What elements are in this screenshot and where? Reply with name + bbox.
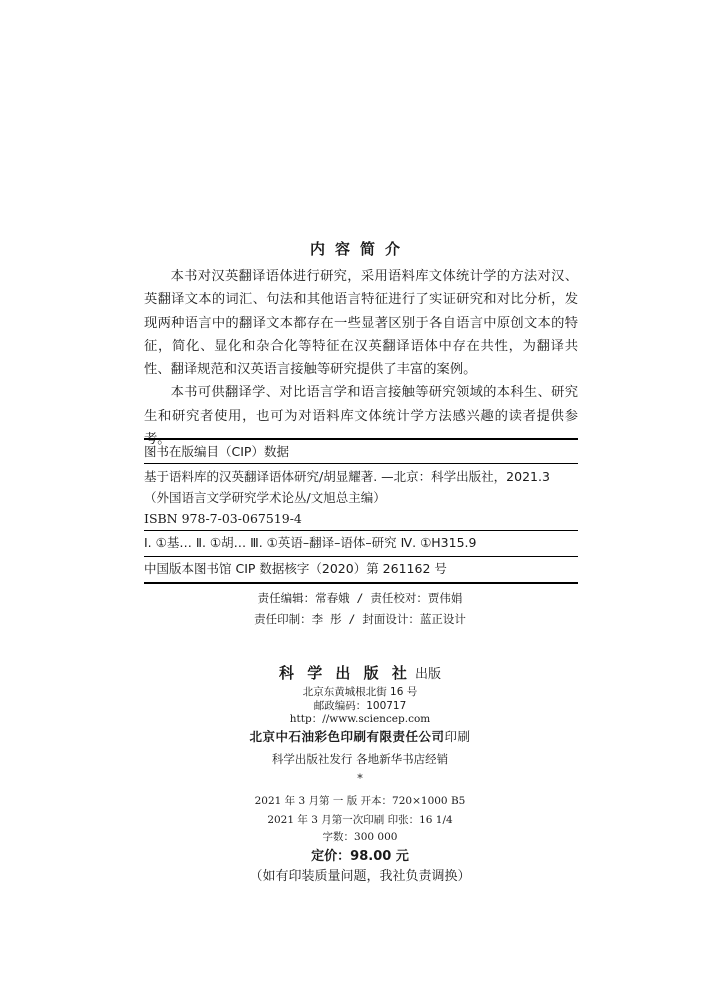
price: 定价：98.00 元	[311, 849, 409, 864]
edition-line-1: 2021 年 3 月第 一 版 开本：720×1000 B5	[254, 795, 466, 807]
separator-star: *	[357, 772, 363, 785]
cip-isbn: ISBN 978-7-03-067519-4	[144, 511, 302, 526]
intro-body	[144, 265, 578, 451]
cip-series-line: （外国语言文学研究学术论丛/文旭总主编）	[144, 490, 386, 505]
cip-bottom-rule	[144, 582, 578, 584]
distribution-line: 科学出版社发行 各地新华书店经销	[271, 752, 449, 766]
printer-name: 北京中石油彩色印刷有限责任公司	[249, 729, 445, 744]
printer-suffix: 印刷	[444, 729, 471, 744]
edition-line-2: 2021 年 3 月第一次印刷 印张：16 1/4	[267, 814, 453, 826]
publisher-suffix: 出版	[410, 667, 442, 682]
quality-notice: （如有印装质量问题，我社负责调换）	[249, 869, 471, 884]
intro-paragraph-1: 本书对汉英翻译语体进行研究，采用语料库文体统计学的方法对汉、英翻译文本的词汇、句法和其他语言特征进行了实证研究和对比分析，发现两种语言中的翻译文本都存在一些显著区别于各自语言中原创文本的特征，简化、显化和杂合化等特征在汉英翻译语体中存在共性，为翻译共性、翻译规范和汉英语言接触等研究提供了丰富的案例。	[144, 269, 578, 378]
cip-bibliographic-line: 基于语料库的汉英翻译语体研究/胡显耀著. —北京：科学出版社，2021.3	[144, 469, 550, 484]
publisher-url: http：//www.sciencep.com	[289, 713, 431, 725]
cip-heading-rule	[144, 463, 578, 464]
publisher-postcode: 邮政编码：100717	[313, 700, 407, 712]
cip-top-rule	[144, 438, 578, 440]
production-credits: 责任印制：李 彤 / 封面设计：蓝正设计	[254, 612, 466, 626]
publisher-name: 科 学 出 版 社	[278, 664, 411, 682]
cip-class-rule	[144, 556, 578, 557]
cip-isbn-rule	[144, 530, 578, 531]
editor-credits: 责任编辑：常春娥 / 责任校对：贾伟娟	[257, 591, 463, 605]
word-count: 字数：300 000	[322, 831, 398, 843]
cip-classification: Ⅰ. ①基… Ⅱ. ①胡… Ⅲ. ①英语–翻译–语体–研究 Ⅳ. ①H315.9	[144, 535, 477, 550]
publisher-address: 北京东黄城根北街 16 号	[302, 686, 418, 698]
printer-line	[0, 727, 720, 745]
publisher-line	[0, 662, 720, 683]
intro-paragraph-2: 本书可供翻译学、对比语言学和语言接触等研究领域的本科生、研究生和研究者使用，也可为对语料库文体统计学方法感兴趣的读者提供参	[144, 385, 578, 424]
cip-heading: 图书在版编目（CIP）数据	[144, 444, 289, 459]
cip-library-number: 中国版本图书馆 CIP 数据核字（2020）第 261162 号	[144, 561, 447, 576]
intro-title: 内容简介	[309, 240, 410, 258]
